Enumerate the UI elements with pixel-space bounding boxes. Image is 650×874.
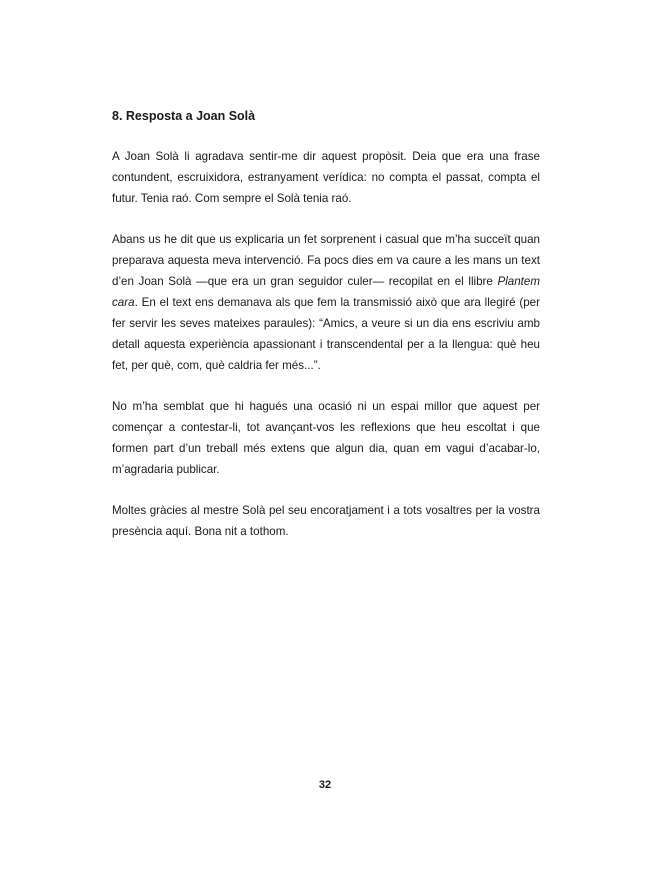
paragraph-2 [112,229,540,376]
paragraph-2-start: Abans us he dit que us explicaria un fet sorprenent i casual que m’ha succeït quan preparava aquesta meva intervenció. Fa pocs dies em va caure a les mans un text d’en Joan Solà —que era un gran seguidor culer— recopilat en el llibre [112,233,540,288]
book-title-italic: Plantem cara [112,275,540,309]
page-number: 32 [318,779,332,791]
section-title: 8. Resposta a Joan Solà [112,109,256,123]
paragraph-3: No m’ha semblat que hi hagués una ocasió ni un espai millor que aquest per començar a contestar-li, tot avançant-vos les reflexions que heu escoltat i que formen part d’un treball més extens que algun dia, quan em vagui d’acabar-lo, m’agradaria publicar. [112,400,540,476]
paragraph-2-end: . En el text ens demanava als que fem la transmissió això que ara llegiré (per fer servir les seves mateixes paraules): “Amics, a veure si un dia ens escriviu amb detall aquesta experiència apassionant i transcendental per a la llengua: què heu fet, per què, com, què caldria fer més...”. [112,296,540,372]
page-body [112,108,540,562]
paragraph-1: A Joan Solà li agradava sentir-me dir aquest propòsit. Deia que era una frase contundent, escruixidora, estranyament verídica: no compta el passat, compta el futur. Tenia raó. Com sempre el Solà tenia raó. [112,150,540,205]
paragraph-4: Moltes gràcies al mestre Solà pel seu encoratjament i a tots vosaltres per la vostra presència aquí. Bona nit a tothom. [112,504,540,538]
